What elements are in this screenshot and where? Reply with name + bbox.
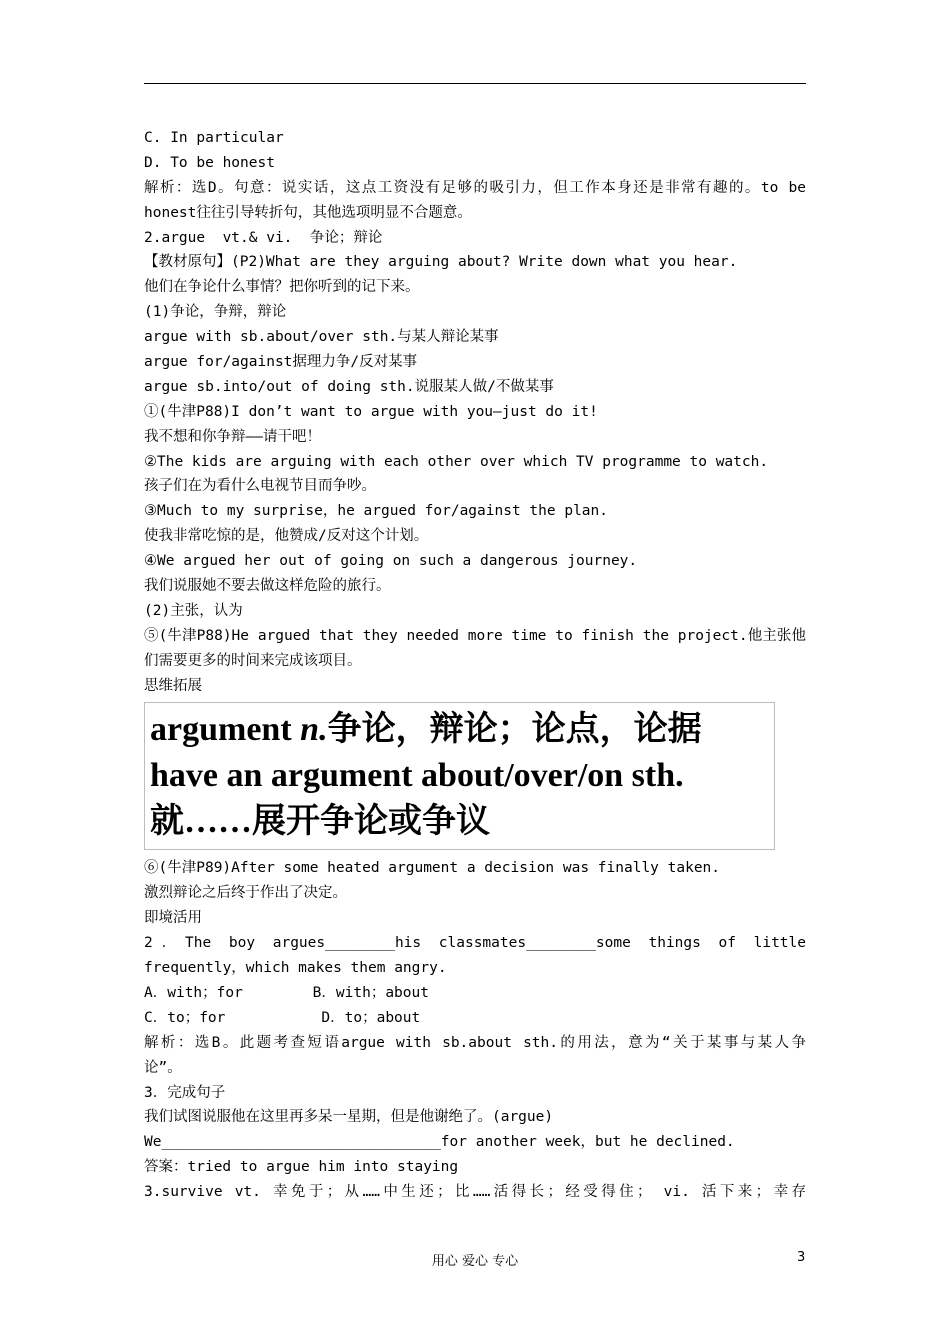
text-line: ⑤(牛津P88)He argued that they needed more time to finish the project.他主张他 bbox=[144, 627, 806, 644]
text-line: 【教材原句】(P2)What are they arguing about? Write down what you hear. bbox=[144, 254, 738, 271]
page-content bbox=[144, 126, 806, 1205]
box-pos: n. bbox=[300, 711, 328, 749]
text-line: frequently，which makes them angry. bbox=[144, 960, 447, 977]
text-line: A．with；for B．with；about bbox=[144, 984, 429, 1001]
text-line: 我不想和你争辩——请干吧！ bbox=[144, 428, 321, 445]
text-line: 他们在争论什么事情？把你听到的记下来。 bbox=[144, 279, 420, 296]
text-line: ②The kids are arguing with each other over which TV programme to watch. bbox=[144, 453, 769, 470]
text-line: ①(牛津P88)I don’t want to argue with you—just do it! bbox=[144, 403, 598, 420]
text-line: 3．完成句子 bbox=[144, 1084, 226, 1101]
text-line: 3.survive vt. 幸免于；从……中生还；比……活得长；经受得住； vi. 活下来；幸存 bbox=[144, 1184, 806, 1201]
text-line: 答案：tried to argue him into staying bbox=[144, 1159, 459, 1176]
text-line: 解析：选B。此题考查短语argue with sb.about sth.的用法，意为“关于某事与某人争 bbox=[144, 1034, 806, 1051]
box-row-2: have an argument about/over/on sth. bbox=[150, 757, 684, 795]
text-line: ⑥(牛津P89)After some heated argument a decision was finally taken. bbox=[144, 860, 721, 877]
text-line: 思维拓展 bbox=[144, 677, 202, 694]
text-line: 2.argue vt.& vi. 争论；辩论 bbox=[144, 229, 383, 246]
text-line: (1)争论，争辩，辩论 bbox=[144, 304, 287, 321]
text-line: (2)主张，认为 bbox=[144, 602, 243, 619]
text-line: We________________________________for another week，but he declined. bbox=[144, 1134, 735, 1151]
text-line: argue sb.into/out of doing sth.说服某人做/不做某事 bbox=[144, 378, 554, 395]
thinking-expansion-box bbox=[144, 702, 775, 850]
box-row-1 bbox=[150, 707, 774, 753]
text-line: 2．The boy argues________his classmates________some things of little bbox=[144, 935, 806, 952]
text-line: argue for/against据理力争/反对某事 bbox=[144, 354, 418, 371]
text-line: argue with sb.about/over sth.与某人辩论某事 bbox=[144, 329, 499, 346]
text-line: D. To be honest bbox=[144, 154, 275, 171]
text-line: 论”。 bbox=[144, 1059, 182, 1076]
text-line: C．to；for D．to；about bbox=[144, 1009, 421, 1026]
box-meaning: 争论，辩论；论点，论据 bbox=[327, 711, 702, 749]
box-row-3: 就……展开争论或争议 bbox=[150, 803, 490, 841]
header-rule bbox=[144, 83, 806, 84]
text-line: C. In particular bbox=[144, 130, 284, 146]
box-word: argument bbox=[150, 711, 301, 749]
text-line: 我们试图说服他在这里再多呆一星期，但是他谢绝了。(argue) bbox=[144, 1109, 554, 1126]
text-block-before bbox=[144, 126, 806, 698]
text-line: ③Much to my surprise，he argued for/against the plan. bbox=[144, 503, 608, 520]
text-block-after bbox=[144, 856, 806, 1204]
page-number: 3 bbox=[797, 1250, 806, 1265]
text-line: 使我非常吃惊的是，他赞成/反对这个计划。 bbox=[144, 528, 429, 545]
text-line: honest往往引导转折句，其他选项明显不合题意。 bbox=[144, 204, 472, 221]
text-line: 激烈辩论之后终于作出了决定。 bbox=[144, 885, 347, 902]
text-line: ④We argued her out of going on such a dangerous journey. bbox=[144, 553, 638, 570]
footer-motto: 用心 爱心 专心 bbox=[431, 1254, 519, 1269]
text-line: 我们说服她不要去做这样危险的旅行。 bbox=[144, 578, 391, 595]
text-line: 即境活用 bbox=[144, 910, 202, 927]
text-line: 孩子们在为看什么电视节目而争吵。 bbox=[144, 478, 376, 495]
text-line: 们需要更多的时间来完成该项目。 bbox=[144, 652, 362, 669]
text-line: 解析：选D。句意：说实话，这点工资没有足够的吸引力，但工作本身还是非常有趣的。to be bbox=[144, 179, 806, 196]
